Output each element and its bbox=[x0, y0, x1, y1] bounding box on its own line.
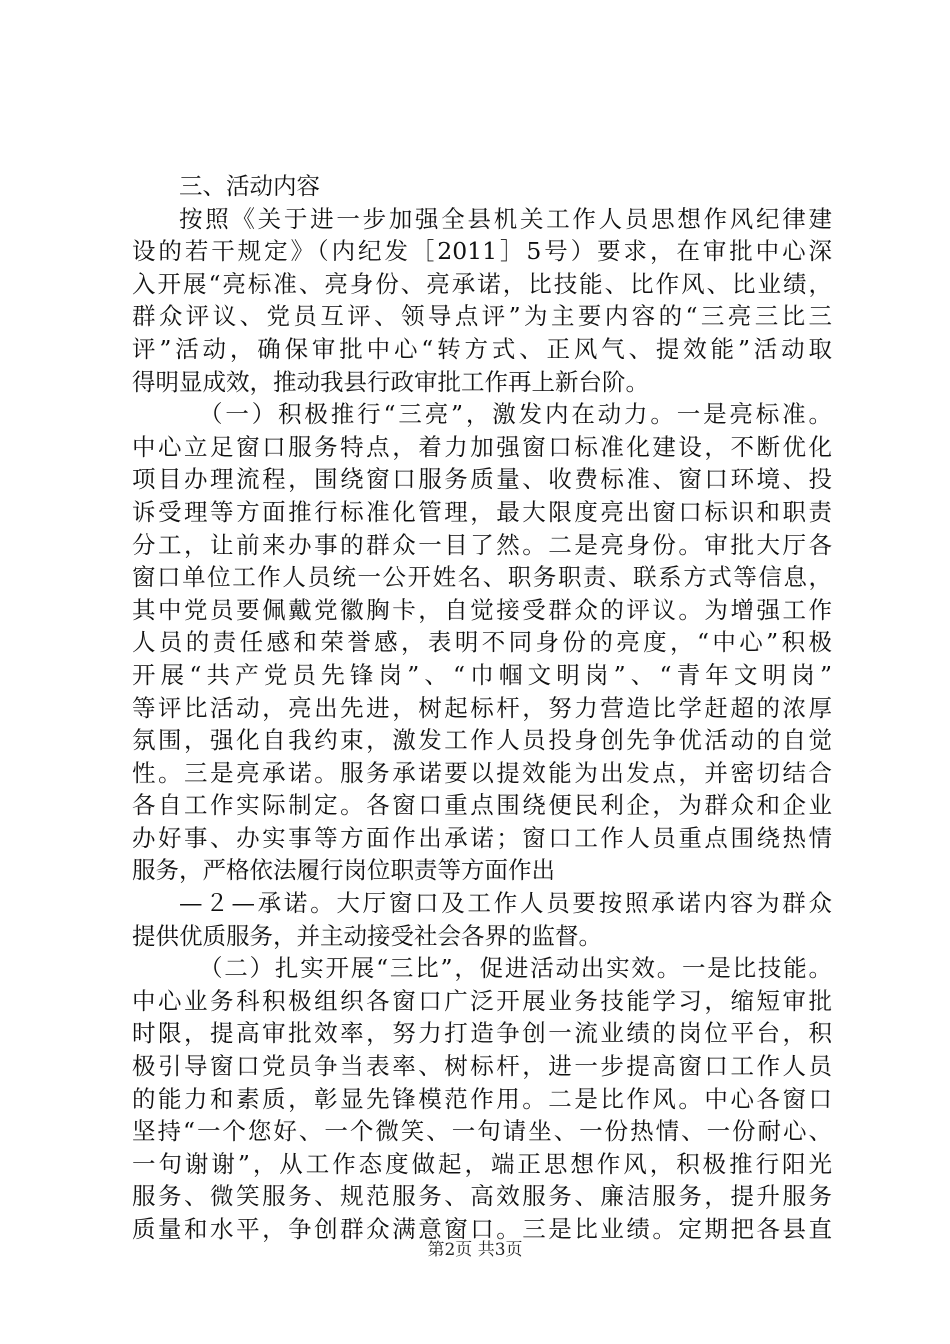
text-line: 极引导窗口党员争当表率、树标杆，进一步提高窗口工作人员 bbox=[132, 1052, 832, 1081]
text-line: 诉受理等方面推行标准化管理，最大限度亮出窗口标识和职责 bbox=[132, 497, 832, 526]
text-line: 入开展“亮标准、亮身份、亮承诺，比技能、比作风、比业绩， bbox=[132, 269, 832, 298]
text-line: 评”活动，确保审批中心“转方式、正风气、提效能”活动取 bbox=[132, 334, 832, 363]
text-line: 服务、微笑服务、规范服务、高效服务、廉洁服务，提升服务 bbox=[132, 1182, 832, 1211]
text-line: 群众评议、党员互评、领导点评”为主要内容的“三亮三比三 bbox=[132, 302, 832, 331]
text-line: 窗口单位工作人员统一公开姓名、职务职责、联系方式等信息， bbox=[132, 563, 832, 592]
section-heading: 三、活动内容 bbox=[179, 172, 320, 200]
text-line: 得明显成效，推动我县行政审批工作再上新台阶。 bbox=[132, 367, 649, 396]
text-line: 按照《关于进一步加强全县机关工作人员思想作风纪律建 bbox=[179, 204, 832, 233]
text-line: 设的若干规定》（内纪发［2011］5号）要求，在审批中心深 bbox=[132, 237, 832, 266]
text-line: 性。三是亮承诺。服务承诺要以提效能为出发点，并密切结合 bbox=[132, 758, 832, 787]
text-line: 分工，让前来办事的群众一目了然。二是亮身份。审批大厅各 bbox=[132, 530, 832, 559]
text-line: 等评比活动，亮出先进，树起标杆，努力营造比学赶超的浓厚 bbox=[132, 693, 832, 722]
text-line: 质量和水平，争创群众满意窗口。三是比业绩。定期把各县直 bbox=[132, 1215, 832, 1243]
text-line: 一句谢谢”，从工作态度做起，端正思想作风，积极推行阳光 bbox=[132, 1149, 832, 1178]
text-line: —２—承诺。大厅窗口及工作人员要按照承诺内容为群众 bbox=[179, 889, 832, 918]
text-line: 服务，严格依法履行岗位职责等方面作出 bbox=[132, 856, 555, 885]
text-line: （二）扎实开展“三比”，促进活动出实效。一是比技能。 bbox=[199, 954, 832, 983]
document-body bbox=[132, 170, 832, 1246]
text-line: 提供优质服务，并主动接受社会各界的监督。 bbox=[132, 921, 602, 950]
text-line: 其中党员要佩戴党徽胸卡，自觉接受群众的评议。为增强工作 bbox=[132, 595, 832, 624]
text-line: 时限，提高审批效率，努力打造争创一流业绩的岗位平台，积 bbox=[132, 1019, 832, 1048]
text-line: 人员的责任感和荣誉感，表明不同身份的亮度，“中心”积极 bbox=[132, 628, 832, 657]
page-footer: 第2页 共3页 bbox=[427, 1240, 523, 1260]
text-line: 的能力和素质，彰显先锋模范作用。二是比作风。中心各窗口 bbox=[132, 1084, 832, 1113]
text-line: 各自工作实际制定。各窗口重点围绕便民利企，为群众和企业 bbox=[132, 791, 832, 820]
text-line: 项目办理流程，围绕窗口服务质量、收费标准、窗口环境、投 bbox=[132, 465, 832, 494]
text-line: 办好事、办实事等方面作出承诺；窗口工作人员重点围绕热情 bbox=[132, 823, 832, 852]
text-line: 坚持“一个您好、一个微笑、一句请坐、一份热情、一份耐心、 bbox=[132, 1117, 832, 1146]
text-line: （一）积极推行“三亮”，激发内在动力。一是亮标准。 bbox=[199, 400, 832, 429]
text-line: 中心业务科积极组织各窗口广泛开展业务技能学习，缩短审批 bbox=[132, 986, 832, 1015]
text-line: 开展“共产党员先锋岗”、“巾帼文明岗”、“青年文明岗” bbox=[132, 660, 832, 689]
text-line: 中心立足窗口服务特点，着力加强窗口标准化建设，不断优化 bbox=[132, 432, 832, 461]
text-line: 氛围，强化自我约束，激发工作人员投身创先争优活动的自觉 bbox=[132, 726, 832, 755]
